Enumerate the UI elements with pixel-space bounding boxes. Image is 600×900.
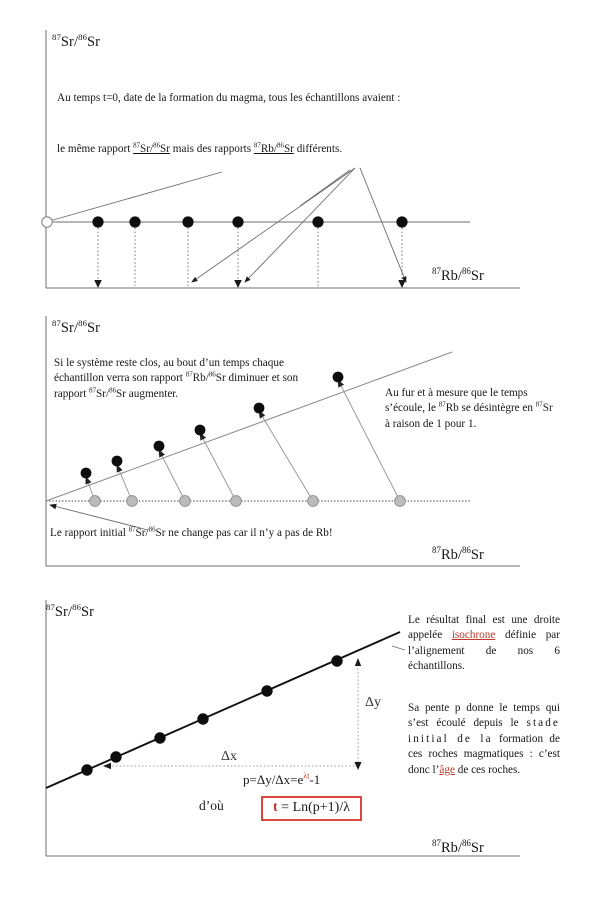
- panel-3-x-axis-label: $^{87}$Rb/$^{86}$Sr: [432, 838, 484, 856]
- panel-3-paragraph-result: [408, 613, 560, 675]
- sample-dot: [331, 655, 342, 666]
- formula-t-symbol: t: [273, 800, 278, 815]
- slope-pre: Sa pente p donne le temps qui s’est écoulé depuis le: [408, 702, 560, 730]
- panel-1-y-axis-label: $^{87}$Sr/$^{86}$Sr: [52, 32, 101, 50]
- slope-equation: [243, 772, 320, 788]
- result-pre: Le résultat final est une droite appelée: [408, 614, 560, 642]
- ratio-rb-inline: $^{87}$Rb/$^{86}$Sr: [253, 141, 294, 155]
- panel-3-text-pointer: [392, 646, 405, 650]
- result-post: définie par l’alignement de nos 6 échantillons.: [408, 629, 560, 673]
- delta-y-label: Δy: [365, 695, 382, 710]
- slope-eq-body: p=Δy/Δx=e: [243, 772, 304, 787]
- p2-post: différents.: [293, 143, 343, 155]
- panel-2-paragraph-right: Au fur et à mesure que le temps s’écoule, le $^{87}$Rb se désintègre en $^{87}$Sr à raison de 1 pour 1.: [385, 387, 553, 430]
- isochrone-keyword: isochrone: [451, 629, 496, 642]
- slope-eq-tail: -1: [309, 772, 321, 787]
- panel-3-y-axis-label: $^{87}$Sr/$^{86}$Sr: [46, 602, 95, 620]
- age-formula-box: [261, 796, 362, 821]
- p2-mid: mais des rapports: [170, 143, 254, 155]
- delta-y-lower-arrowhead: [354, 762, 361, 770]
- panel-3-paragraph-slope: [408, 701, 560, 778]
- sample-dot: [261, 685, 272, 696]
- sample-dot: [110, 751, 121, 762]
- slope-spaced: stade initial de la: [408, 717, 560, 745]
- sample-dot: [154, 732, 165, 743]
- panel-2-x-axis-label: $^{87}$Rb/$^{86}$Sr: [432, 545, 484, 563]
- ratio-sr-inline: $^{87}$Sr/$^{86}$Sr: [133, 141, 170, 155]
- slope-post: de ces roches.: [454, 763, 521, 776]
- panel-1-paragraph-1: Au temps t=0, date de la formation du magma, tous les échantillons avaient :: [57, 92, 401, 104]
- panel-2-paragraph-left: Si le système reste clos, au bout d’un temps chaque échantillon verra son rapport $^{87}$Rb/$^{86}$Sr diminuer et son rapport $^{87}$Sr/$^{86}$Sr augmenter.: [54, 357, 299, 400]
- slope-mid: formation de ces roches magmatiques : c’est donc l’: [408, 732, 560, 776]
- slope-eq-exponent: λt: [303, 771, 310, 781]
- sample-dot: [197, 713, 208, 724]
- panel-1-x-axis-label: $^{87}$Rb/$^{86}$Sr: [432, 266, 484, 284]
- delta-x-label: Δx: [221, 749, 238, 764]
- age-keyword: âge: [439, 763, 455, 776]
- sample-dot: [81, 764, 92, 775]
- donc-label: d’où: [199, 798, 224, 813]
- panel-2-y-axis-label: $^{87}$Sr/$^{86}$Sr: [52, 318, 101, 336]
- p2-pre: le même rapport: [57, 143, 134, 155]
- formula-expression: = Ln(p+1)/λ: [277, 800, 351, 815]
- panel-2-caption: Le rapport initial $^{87}$Sr/$^{86}$Sr ne change pas car il n’y a pas de Rb!: [50, 525, 333, 539]
